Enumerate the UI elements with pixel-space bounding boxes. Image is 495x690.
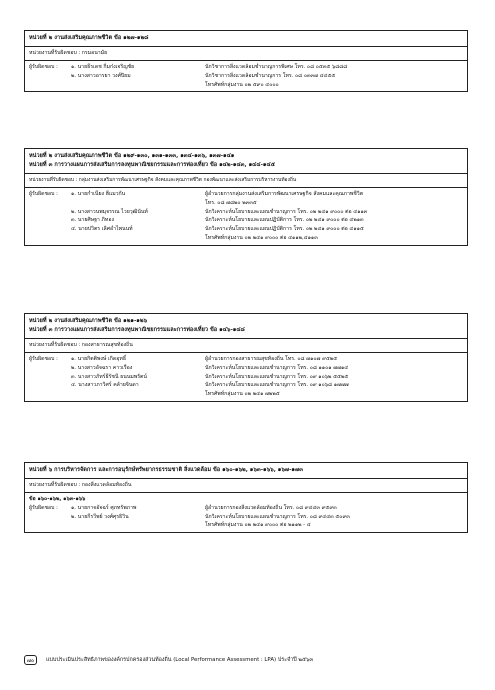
section-2-box xyxy=(24,148,468,246)
person-row xyxy=(29,381,463,390)
person-role: นักวิเคราะห์นโยบายและแผนชำนาญการ โทร. ๐๙ ๑๐๖๒ ๕๕๒๕ xyxy=(205,373,349,380)
person-num: ๑. xyxy=(71,191,76,197)
office-phone: โทรศัพท์กลุ่มงาน ๐๒ ๒๔๑ ๙๐๐๐ ต่อ ๒๑๑๒ - ๔ xyxy=(205,522,311,529)
resp-label: ผู้รับผิดชอบ : xyxy=(29,356,58,362)
section-2-heading-line2: หน่วยที่ ๓ การวางแผนการส่งเสริมการลงทุนพาณิชยกรรมและการท่องเที่ยว ข้อ ๑๔๒-๑๔๓, ๑๔๔-๑๔๕ xyxy=(29,162,275,168)
person-role: นักวิเคราะห์นโยบายและแผนชำนาญการ โทร. ๐๘ ๙๔๔๓ ๕๐๙๓ xyxy=(205,513,350,520)
person-name: นางสาวภัทร์ธีรัชนี ธนนมพรัตน์ xyxy=(77,373,147,380)
person-name: นางสาวอัจฉรา คาวเรือง xyxy=(77,364,133,371)
person-name: นางสาวภาวิศร์ คล้ายจินดา xyxy=(78,382,139,389)
section-4-heading: หน่วยที่ ๖ การบริหารจัดการ และการอนุรักษ์ทรัพยากรธรรมชาติ สิ่งแวดล้อม ข้อ ๑๖๐-๑๖๒, ๑๖๓-๑๖๖, ๑๖๗-๑๗๓ xyxy=(25,463,467,479)
fax-row xyxy=(29,390,463,399)
section-3-agency: หน่วยงานที่รับผิดชอบ : กองสาธารณสุขท้องถิ่น xyxy=(25,339,467,353)
person-num: ๓. xyxy=(71,373,77,380)
section-4-agency: หน่วยงานที่รับผิดชอบ : กองสิ่งแวดล้อมท้องถิ่น xyxy=(25,479,467,493)
person-row xyxy=(29,190,463,199)
section-4-sub: ข้อ ๑๖๐-๑๖๒, ๑๖๓-๑๖๖ xyxy=(29,496,86,502)
section-1-heading: หน่วยที่ ๒ งานส่งเสริมคุณภาพชีวิต ข้อ ๑๒๗-๑๒๘ xyxy=(25,31,467,47)
person-role: ผู้อำนวยการกองสาธารณสุขท้องถิ่น โทร. ๐๘ ๗๑๐๗ ๙๕๒๕ xyxy=(205,356,338,362)
person-name: นายปวิตร เลิศอำไพนนท์ xyxy=(78,226,133,233)
person-row xyxy=(29,373,463,382)
office-phone: โทรศัพท์กลุ่มงาน ๐๒ ๒๔๑ ๙๐๐๐ ต่อ ๔๑๑๒,๔๑๑๓ xyxy=(205,234,318,241)
footer-text: แบบประเมินประสิทธิภาพของงค์กรปกครองส่วนท้องถิ่น (Local Performance Assessment : LPA) ประจำปี ๒๕๖๓ xyxy=(46,657,314,663)
person-role: นักวิชาการสิ่งแวดล้อมชำนาญการพิเศษ โทร. ๐๘ ๐๕๓๕ ๖๘๘๘ xyxy=(205,64,348,70)
section-1-box xyxy=(24,30,468,92)
fax-row xyxy=(29,234,463,243)
section-2-agency: หน่วยงานที่รับผิดชอบ : กลุ่มงานส่งเสริมการพัฒนาเศรษฐกิจ สังคมและคุณภาพชีวิต กองพัฒนาและส่งเสริมการบริหารงานท้องถิ่น xyxy=(25,174,467,188)
person-row xyxy=(29,513,463,522)
person-num: ๓. xyxy=(71,217,77,224)
section-3-heading-line1: หน่วยที่ ๒ งานส่งเสริมคุณภาพชีวิต ข้อ ๑๒๑-๑๒๖ xyxy=(29,318,148,324)
section-3-box xyxy=(24,313,468,402)
person-row xyxy=(29,63,463,72)
person-role-cont xyxy=(29,199,463,208)
fax-row xyxy=(29,521,463,530)
section-3-responsible xyxy=(25,353,467,401)
person-role: นักวิเคราะห์นโยบายและแผนชำนาญการ โทร. ๐๒ ๒๔๑ ๙๐๐๐ ต่อ ๔๑๑๓ xyxy=(205,208,368,215)
resp-label: ผู้รับผิดชอบ : xyxy=(29,64,58,70)
office-phone: โทรศัพท์กลุ่มงาน ๐๒ ๒๔๑ ๗๒๒๕ xyxy=(205,391,280,398)
person-phone: โทร. ๐๘ ๗๘๒๐ ๒๓๓๕ xyxy=(205,199,257,206)
section-1-responsible xyxy=(25,61,467,91)
person-role: นักวิเคราะห์นโยบายและแผนชำนาญการ โทร. ๐๘ ๑๑๐๑ ๗๗๑๔ xyxy=(205,364,349,371)
person-num: ๒. xyxy=(71,513,77,520)
person-num: ๒. xyxy=(71,72,77,79)
person-num: ๒. xyxy=(71,364,77,371)
section-4-responsible xyxy=(25,493,467,532)
resp-label: ผู้รับผิดชอบ : xyxy=(29,504,58,511)
person-role: นักวิเคราะห์นโยบายและแผนปฏิบัติการ โทร. ๐๒ ๒๔๑ ๙๐๐๐ ต่อ ๔๑๑๕ xyxy=(205,226,364,233)
person-row xyxy=(29,355,463,364)
person-row xyxy=(29,216,463,225)
person-row xyxy=(29,72,463,81)
person-name: นายกำเนียง ฮีแมวกัน xyxy=(77,191,126,197)
person-name: นายกาจอัจฉร์ ศุภทรัพภาพ xyxy=(77,504,137,511)
section-3-heading xyxy=(25,314,467,339)
section-4-box xyxy=(24,462,468,533)
section-2-heading-line1: หน่วยที่ ๒ งานส่งเสริมคุณภาพชีวิต ข้อ ๑๒๙-๑๓๐, ๑๓๑-๑๓๓, ๑๓๔-๑๓๖, ๑๓๗-๑๔๑ xyxy=(29,153,235,159)
person-name: นายกิตติพงษ์ เกิดอุทธิ์ xyxy=(77,356,126,362)
section-1-agency: หน่วยงานที่รับผิดชอบ : กรมอนามัย xyxy=(25,47,467,61)
person-num: ๔. xyxy=(71,382,77,389)
person-name: นายกีรวีพย์ วงศ์ศุรธิวิน xyxy=(77,513,129,520)
section-2-responsible xyxy=(25,188,467,245)
person-name: นายธีรเดช กิ่มก๋งเจริญชัย xyxy=(77,64,135,70)
person-role: ผู้อำนวยการกองสิ่งแวดล้อมท้องถิ่น โทร. ๐๘ ๙๔๔๓ ๙๕๙๓ xyxy=(205,504,337,511)
section-2-heading xyxy=(25,149,467,174)
person-name: นายศิษฐา ภิทอง xyxy=(77,217,114,224)
person-row xyxy=(29,208,463,217)
fax-row xyxy=(29,81,463,90)
person-row xyxy=(29,504,463,513)
person-name: นางสาวนพมุจรรณ ไวยวุฒินันท์ xyxy=(77,208,148,215)
person-num: ๔. xyxy=(71,226,77,233)
person-role: นักวิชาการสิ่งแวดล้อมชำนาญการ โทร. ๐๘ ๐๓๓๗ ๔๔๕๕ xyxy=(205,72,336,79)
person-num: ๑. xyxy=(71,504,76,511)
person-role: นักวิเคราะห์นโยบายและแผนปฏิบัติการ โทร. ๐๒ ๒๔๑ ๙๐๐๐ ต่อ ๔๒๑๓ xyxy=(205,217,364,224)
person-role: ผู้อำนวยการกลุ่มงานส่งเสริมการพัฒนาเศรษฐกิจ สังคมและคุณภาพชีวิต xyxy=(205,191,364,197)
person-name: นางสาวอารยา วงศ์ปิยม xyxy=(77,72,131,79)
office-phone: โทรศัพท์กลุ่มงาน ๐๒ ๕๙๐ ๔๐๐๐ xyxy=(205,81,279,88)
section-3-heading-line2: หน่วยที่ ๓ การวางแผนการส่งเสริมการลงทุนพาณิชยกรรมและการท่องเที่ยว ข้อ ๑๔๖-๑๔๘ xyxy=(29,327,245,333)
person-num: ๒. xyxy=(71,208,77,215)
page-number: ๗๐ xyxy=(24,655,37,665)
person-row xyxy=(29,364,463,373)
person-num: ๑. xyxy=(71,356,76,362)
resp-label: ผู้รับผิดชอบ : xyxy=(29,191,58,197)
person-row xyxy=(29,225,463,234)
person-num: ๑. xyxy=(71,64,76,70)
person-role: นักวิเคราะห์นโยบายและแผนชำนาญการ โทร. ๐๙ ๑๐๖๘ ๑๗๗๗ xyxy=(205,382,349,389)
